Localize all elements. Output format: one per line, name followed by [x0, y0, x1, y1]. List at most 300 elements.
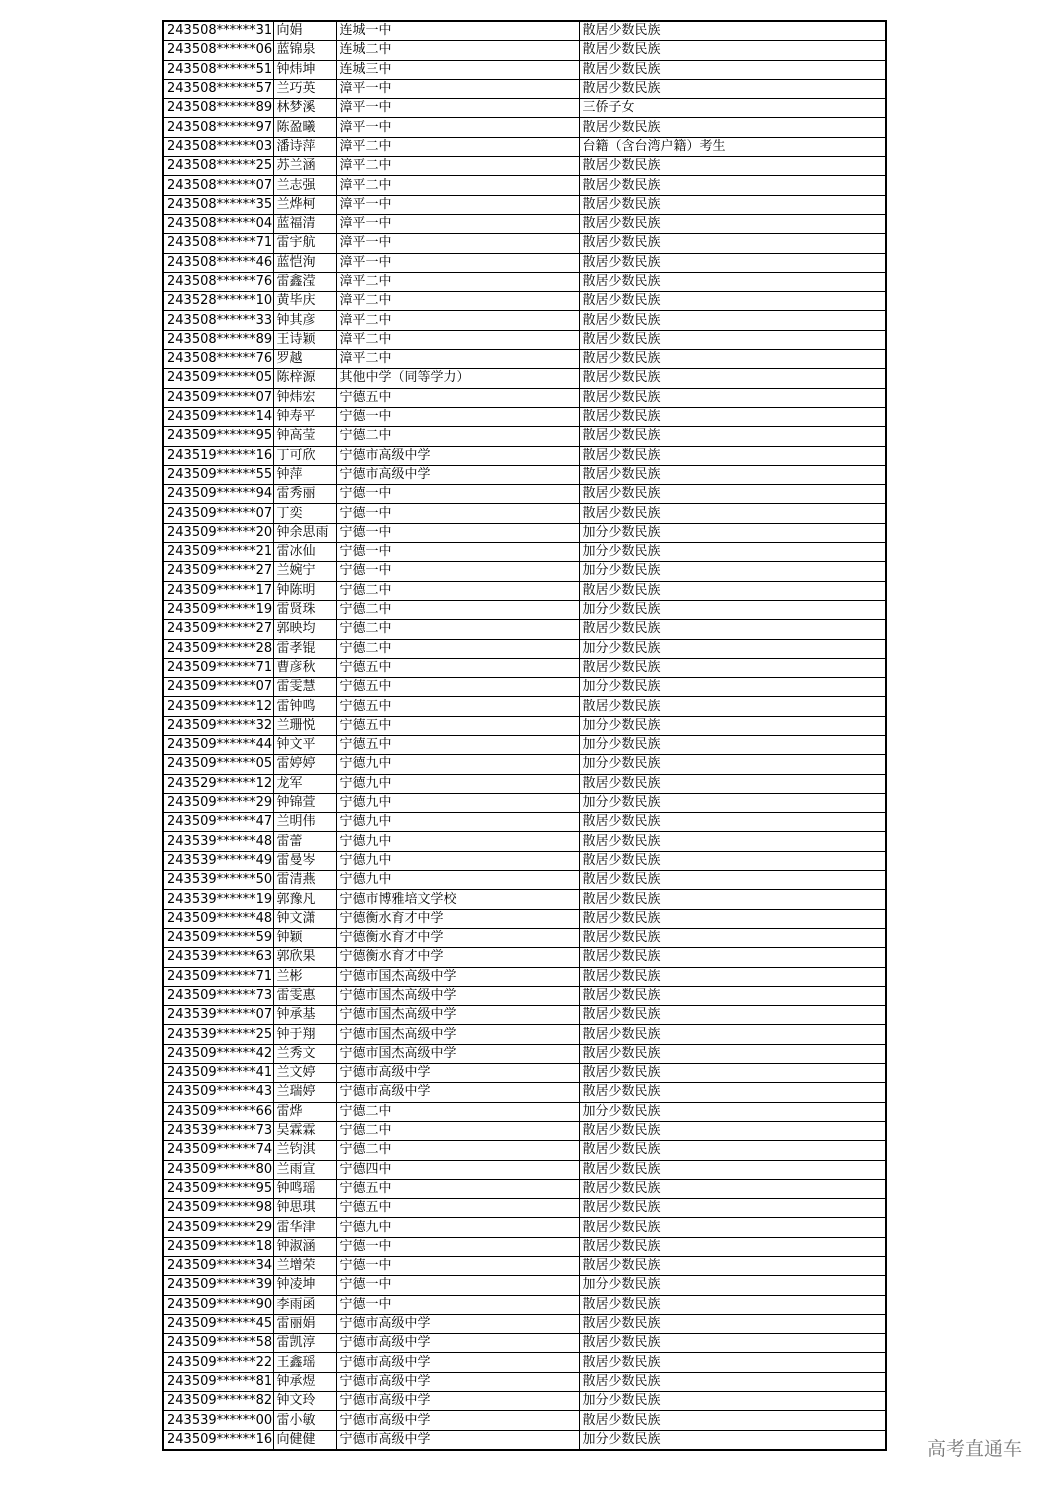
- candidate-table-body: [163, 21, 886, 1450]
- candidate-id-cell: 243509******34: [163, 1257, 273, 1276]
- school-cell: 宁德市国杰高级中学: [336, 967, 579, 986]
- table-row: [163, 1314, 886, 1333]
- category-cell: 散居少数民族: [579, 176, 886, 195]
- table-row: [163, 21, 886, 41]
- candidate-id-cell: 243509******27: [163, 562, 273, 581]
- school-cell: 宁德一中: [336, 543, 579, 562]
- candidate-name-cell: 钟于翔: [273, 1025, 336, 1044]
- table-row: [163, 214, 886, 233]
- school-cell: 宁德二中: [336, 1102, 579, 1121]
- school-cell: 漳平一中: [336, 234, 579, 253]
- school-cell: 连城一中: [336, 21, 579, 41]
- candidate-id-cell: 243509******20: [163, 523, 273, 542]
- candidate-name-cell: 钟淑涵: [273, 1237, 336, 1256]
- candidate-name-cell: 雷小敏: [273, 1411, 336, 1430]
- candidate-id-cell: 243509******12: [163, 697, 273, 716]
- table-row: [163, 1372, 886, 1391]
- school-cell: 宁德市高级中学: [336, 1392, 579, 1411]
- table-row: [163, 948, 886, 967]
- candidate-name-cell: 林梦溪: [273, 99, 336, 118]
- candidate-id-cell: 243508******03: [163, 137, 273, 156]
- school-cell: 漳平一中: [336, 253, 579, 272]
- table-row: [163, 581, 886, 600]
- table-row: [163, 1064, 886, 1083]
- candidate-name-cell: 兰烨柯: [273, 195, 336, 214]
- school-cell: 宁德九中: [336, 755, 579, 774]
- table-row: [163, 118, 886, 137]
- candidate-name-cell: 兰明伟: [273, 813, 336, 832]
- candidate-id-cell: 243508******33: [163, 311, 273, 330]
- candidate-name-cell: 蓝锦泉: [273, 41, 336, 60]
- candidate-name-cell: 雷华津: [273, 1218, 336, 1237]
- candidate-name-cell: 雷凯淳: [273, 1334, 336, 1353]
- school-cell: 宁德市博雅培文学校: [336, 890, 579, 909]
- category-cell: 散居少数民族: [579, 1083, 886, 1102]
- candidate-id-cell: 243509******80: [163, 1160, 273, 1179]
- school-cell: 宁德一中: [336, 407, 579, 426]
- category-cell: 散居少数民族: [579, 928, 886, 947]
- table-row: [163, 986, 886, 1005]
- candidate-name-cell: 雷清燕: [273, 871, 336, 890]
- candidate-id-cell: 243508******07: [163, 176, 273, 195]
- table-row: [163, 871, 886, 890]
- table-row: [163, 234, 886, 253]
- table-row: [163, 446, 886, 465]
- table-row: [163, 485, 886, 504]
- school-cell: 宁德一中: [336, 523, 579, 542]
- category-cell: 散居少数民族: [579, 292, 886, 311]
- table-row: [163, 639, 886, 658]
- candidate-id-cell: 243509******42: [163, 1044, 273, 1063]
- table-row: [163, 79, 886, 98]
- candidate-name-cell: 钟炜宏: [273, 388, 336, 407]
- candidate-name-cell: 钟文潇: [273, 909, 336, 928]
- school-cell: 宁德五中: [336, 735, 579, 754]
- table-row: [163, 658, 886, 677]
- category-cell: 散居少数民族: [579, 272, 886, 291]
- school-cell: 宁德五中: [336, 678, 579, 697]
- category-cell: 散居少数民族: [579, 1295, 886, 1314]
- candidate-id-cell: 243509******73: [163, 986, 273, 1005]
- school-cell: 连城三中: [336, 60, 579, 79]
- candidate-name-cell: 雷贤珠: [273, 600, 336, 619]
- candidate-id-cell: 243509******28: [163, 639, 273, 658]
- candidate-name-cell: 陈盈曦: [273, 118, 336, 137]
- table-row: [163, 1392, 886, 1411]
- table-row: [163, 620, 886, 639]
- candidate-name-cell: 钟陈明: [273, 581, 336, 600]
- category-cell: 散居少数民族: [579, 1141, 886, 1160]
- candidate-name-cell: 钟承煜: [273, 1372, 336, 1391]
- school-cell: 宁德九中: [336, 832, 579, 851]
- candidate-name-cell: 钟高莹: [273, 427, 336, 446]
- category-cell: 加分少数民族: [579, 716, 886, 735]
- candidate-id-cell: 243509******32: [163, 716, 273, 735]
- candidate-name-cell: 兰志强: [273, 176, 336, 195]
- table-row: [163, 793, 886, 812]
- table-row: [163, 697, 886, 716]
- school-cell: 宁德市高级中学: [336, 1372, 579, 1391]
- candidate-table: [162, 20, 887, 1451]
- candidate-name-cell: 兰增荣: [273, 1257, 336, 1276]
- category-cell: 加分少数民族: [579, 562, 886, 581]
- school-cell: 宁德五中: [336, 697, 579, 716]
- table-row: [163, 504, 886, 523]
- category-cell: 散居少数民族: [579, 851, 886, 870]
- table-row: [163, 407, 886, 426]
- candidate-id-cell: 243508******35: [163, 195, 273, 214]
- table-row: [163, 716, 886, 735]
- table-row: [163, 1044, 886, 1063]
- candidate-id-cell: 243508******46: [163, 253, 273, 272]
- watermark-text: 高考直通车: [926, 1438, 1022, 1460]
- candidate-name-cell: 雷秀丽: [273, 485, 336, 504]
- table-row: [163, 311, 886, 330]
- category-cell: 加分少数民族: [579, 600, 886, 619]
- category-cell: 散居少数民族: [579, 948, 886, 967]
- table-row: [163, 774, 886, 793]
- category-cell: 散居少数民族: [579, 427, 886, 446]
- candidate-id-cell: 243508******25: [163, 157, 273, 176]
- school-cell: 漳平二中: [336, 272, 579, 291]
- candidate-id-cell: 243539******25: [163, 1025, 273, 1044]
- table-row: [163, 1295, 886, 1314]
- candidate-id-cell: 243509******39: [163, 1276, 273, 1295]
- candidate-name-cell: 雷雯惠: [273, 986, 336, 1005]
- candidate-name-cell: 雷钟鸣: [273, 697, 336, 716]
- candidate-id-cell: 243509******66: [163, 1102, 273, 1121]
- candidate-id-cell: 243508******57: [163, 79, 273, 98]
- candidate-id-cell: 243528******10: [163, 292, 273, 311]
- category-cell: 加分少数民族: [579, 1276, 886, 1295]
- school-cell: 漳平二中: [336, 292, 579, 311]
- candidate-id-cell: 243509******17: [163, 581, 273, 600]
- candidate-name-cell: 丁可欣: [273, 446, 336, 465]
- school-cell: 漳平一中: [336, 99, 579, 118]
- table-row: [163, 909, 886, 928]
- candidate-id-cell: 243539******00: [163, 1411, 273, 1430]
- candidate-name-cell: 苏兰涵: [273, 157, 336, 176]
- category-cell: 散居少数民族: [579, 253, 886, 272]
- category-cell: 散居少数民族: [579, 311, 886, 330]
- candidate-name-cell: 钟文玲: [273, 1392, 336, 1411]
- candidate-id-cell: 243509******07: [163, 388, 273, 407]
- school-cell: 宁德市国杰高级中学: [336, 986, 579, 1005]
- candidate-id-cell: 243509******44: [163, 735, 273, 754]
- category-cell: 散居少数民族: [579, 697, 886, 716]
- category-cell: 散居少数民族: [579, 1064, 886, 1083]
- table-row: [163, 1160, 886, 1179]
- candidate-name-cell: 李雨函: [273, 1295, 336, 1314]
- candidate-name-cell: 雷婷婷: [273, 755, 336, 774]
- candidate-id-cell: 243509******55: [163, 465, 273, 484]
- candidate-name-cell: 钟余思雨: [273, 523, 336, 542]
- school-cell: 宁德一中: [336, 562, 579, 581]
- candidate-name-cell: 蓝恺洵: [273, 253, 336, 272]
- category-cell: 散居少数民族: [579, 1257, 886, 1276]
- school-cell: 漳平一中: [336, 214, 579, 233]
- candidate-id-cell: 243509******18: [163, 1237, 273, 1256]
- school-cell: 宁德市高级中学: [336, 1430, 579, 1450]
- category-cell: 散居少数民族: [579, 620, 886, 639]
- candidate-name-cell: 龙军: [273, 774, 336, 793]
- category-cell: 三侨子女: [579, 99, 886, 118]
- category-cell: 散居少数民族: [579, 446, 886, 465]
- category-cell: 散居少数民族: [579, 774, 886, 793]
- category-cell: 加分少数民族: [579, 755, 886, 774]
- table-row: [163, 967, 886, 986]
- candidate-id-cell: 243519******16: [163, 446, 273, 465]
- school-cell: 宁德九中: [336, 851, 579, 870]
- school-cell: 宁德衡水育才中学: [336, 948, 579, 967]
- candidate-name-cell: 曹彦秋: [273, 658, 336, 677]
- table-row: [163, 253, 886, 272]
- candidate-name-cell: 郭豫凡: [273, 890, 336, 909]
- candidate-id-cell: 243509******48: [163, 909, 273, 928]
- candidate-name-cell: 兰珊悦: [273, 716, 336, 735]
- category-cell: 散居少数民族: [579, 41, 886, 60]
- table-row: [163, 543, 886, 562]
- category-cell: 散居少数民族: [579, 986, 886, 1005]
- table-row: [163, 1218, 886, 1237]
- category-cell: 散居少数民族: [579, 465, 886, 484]
- candidate-id-cell: 243509******14: [163, 407, 273, 426]
- category-cell: 加分少数民族: [579, 543, 886, 562]
- table-row: [163, 157, 886, 176]
- category-cell: 散居少数民族: [579, 504, 886, 523]
- candidate-name-cell: 钟凌坤: [273, 1276, 336, 1295]
- category-cell: 散居少数民族: [579, 388, 886, 407]
- school-cell: 漳平二中: [336, 157, 579, 176]
- school-cell: 宁德一中: [336, 485, 579, 504]
- school-cell: 宁德二中: [336, 600, 579, 619]
- table-row: [163, 330, 886, 349]
- table-row: [163, 1121, 886, 1140]
- table-row: [163, 1025, 886, 1044]
- table-row: [163, 99, 886, 118]
- category-cell: 散居少数民族: [579, 890, 886, 909]
- candidate-id-cell: 243509******45: [163, 1314, 273, 1333]
- category-cell: 台籍（含台湾户籍）考生: [579, 137, 886, 156]
- school-cell: 宁德二中: [336, 1121, 579, 1140]
- category-cell: 散居少数民族: [579, 157, 886, 176]
- candidate-id-cell: 243509******29: [163, 1218, 273, 1237]
- school-cell: 漳平二中: [336, 176, 579, 195]
- candidate-id-cell: 243509******21: [163, 543, 273, 562]
- category-cell: 散居少数民族: [579, 369, 886, 388]
- table-row: [163, 678, 886, 697]
- category-cell: 散居少数民族: [579, 1334, 886, 1353]
- candidate-name-cell: 黄毕庆: [273, 292, 336, 311]
- candidate-name-cell: 王鑫瑶: [273, 1353, 336, 1372]
- category-cell: 散居少数民族: [579, 1160, 886, 1179]
- school-cell: 漳平一中: [336, 118, 579, 137]
- school-cell: 宁德五中: [336, 658, 579, 677]
- school-cell: 宁德五中: [336, 716, 579, 735]
- candidate-id-cell: 243539******50: [163, 871, 273, 890]
- table-row: [163, 137, 886, 156]
- school-cell: 宁德二中: [336, 639, 579, 658]
- candidate-name-cell: 兰瑞婷: [273, 1083, 336, 1102]
- table-row: [163, 369, 886, 388]
- table-row: [163, 41, 886, 60]
- candidate-id-cell: 243508******04: [163, 214, 273, 233]
- school-cell: 宁德市高级中学: [336, 465, 579, 484]
- school-cell: 宁德九中: [336, 774, 579, 793]
- school-cell: 宁德市高级中学: [336, 1064, 579, 1083]
- school-cell: 宁德市高级中学: [336, 1314, 579, 1333]
- candidate-id-cell: 243509******22: [163, 1353, 273, 1372]
- candidate-id-cell: 243508******76: [163, 350, 273, 369]
- candidate-id-cell: 243509******07: [163, 678, 273, 697]
- category-cell: 散居少数民族: [579, 1218, 886, 1237]
- school-cell: 宁德市国杰高级中学: [336, 1044, 579, 1063]
- candidate-id-cell: 243508******06: [163, 41, 273, 60]
- table-row: [163, 735, 886, 754]
- table-row: [163, 427, 886, 446]
- school-cell: 宁德九中: [336, 793, 579, 812]
- school-cell: 宁德一中: [336, 1295, 579, 1314]
- candidate-name-cell: 雷雯慧: [273, 678, 336, 697]
- school-cell: 其他中学（同等学力）: [336, 369, 579, 388]
- candidate-id-cell: 243508******51: [163, 60, 273, 79]
- candidate-id-cell: 243509******95: [163, 1179, 273, 1198]
- candidate-name-cell: 雷蕾: [273, 832, 336, 851]
- candidate-id-cell: 243509******19: [163, 600, 273, 619]
- candidate-id-cell: 243509******95: [163, 427, 273, 446]
- school-cell: 宁德市高级中学: [336, 1334, 579, 1353]
- table-row: [163, 1179, 886, 1198]
- candidate-id-cell: 243509******94: [163, 485, 273, 504]
- candidate-id-cell: 243509******47: [163, 813, 273, 832]
- candidate-id-cell: 243539******48: [163, 832, 273, 851]
- candidate-id-cell: 243509******74: [163, 1141, 273, 1160]
- school-cell: 漳平二中: [336, 330, 579, 349]
- table-row: [163, 562, 886, 581]
- candidate-id-cell: 243509******81: [163, 1372, 273, 1391]
- candidate-id-cell: 243539******19: [163, 890, 273, 909]
- candidate-name-cell: 王诗颖: [273, 330, 336, 349]
- candidate-name-cell: 雷鑫滢: [273, 272, 336, 291]
- candidate-name-cell: 向娟: [273, 21, 336, 41]
- candidate-name-cell: 雷丽娟: [273, 1314, 336, 1333]
- table-row: [163, 350, 886, 369]
- candidate-id-cell: 243539******63: [163, 948, 273, 967]
- candidate-id-cell: 243509******58: [163, 1334, 273, 1353]
- category-cell: 散居少数民族: [579, 485, 886, 504]
- table-row: [163, 195, 886, 214]
- school-cell: 漳平二中: [336, 350, 579, 369]
- category-cell: 散居少数民族: [579, 1121, 886, 1140]
- candidate-name-cell: 钟萍: [273, 465, 336, 484]
- table-row: [163, 1257, 886, 1276]
- candidate-id-cell: 243539******49: [163, 851, 273, 870]
- school-cell: 宁德五中: [336, 388, 579, 407]
- school-cell: 宁德市高级中学: [336, 1411, 579, 1430]
- table-row: [163, 1430, 886, 1450]
- category-cell: 散居少数民族: [579, 21, 886, 41]
- candidate-id-cell: 243508******71: [163, 234, 273, 253]
- category-cell: 散居少数民族: [579, 813, 886, 832]
- category-cell: 散居少数民族: [579, 79, 886, 98]
- category-cell: 散居少数民族: [579, 832, 886, 851]
- category-cell: 散居少数民族: [579, 60, 886, 79]
- category-cell: 加分少数民族: [579, 735, 886, 754]
- table-row: [163, 832, 886, 851]
- table-row: [163, 176, 886, 195]
- candidate-id-cell: 243509******90: [163, 1295, 273, 1314]
- table-row: [163, 1334, 886, 1353]
- candidate-id-cell: 243509******98: [163, 1199, 273, 1218]
- school-cell: 宁德二中: [336, 581, 579, 600]
- table-row: [163, 1006, 886, 1025]
- candidate-id-cell: 243509******71: [163, 658, 273, 677]
- school-cell: 宁德一中: [336, 1237, 579, 1256]
- candidate-name-cell: 兰巧英: [273, 79, 336, 98]
- table-row: [163, 1237, 886, 1256]
- school-cell: 漳平二中: [336, 311, 579, 330]
- school-cell: 连城二中: [336, 41, 579, 60]
- candidate-id-cell: 243509******41: [163, 1064, 273, 1083]
- category-cell: 散居少数民族: [579, 1372, 886, 1391]
- table-row: [163, 272, 886, 291]
- category-cell: 散居少数民族: [579, 1237, 886, 1256]
- school-cell: 宁德市高级中学: [336, 1083, 579, 1102]
- candidate-id-cell: 243508******31: [163, 21, 273, 41]
- school-cell: 漳平一中: [336, 79, 579, 98]
- school-cell: 宁德四中: [336, 1160, 579, 1179]
- table-row: [163, 600, 886, 619]
- table-row: [163, 60, 886, 79]
- school-cell: 宁德五中: [336, 1199, 579, 1218]
- candidate-id-cell: 243508******76: [163, 272, 273, 291]
- category-cell: 散居少数民族: [579, 871, 886, 890]
- category-cell: 散居少数民族: [579, 350, 886, 369]
- category-cell: 散居少数民族: [579, 909, 886, 928]
- candidate-name-cell: 钟其彦: [273, 311, 336, 330]
- category-cell: 加分少数民族: [579, 678, 886, 697]
- candidate-name-cell: 兰钧淇: [273, 1141, 336, 1160]
- category-cell: 散居少数民族: [579, 118, 886, 137]
- school-cell: 宁德二中: [336, 620, 579, 639]
- candidate-id-cell: 243509******05: [163, 755, 273, 774]
- school-cell: 宁德九中: [336, 871, 579, 890]
- candidate-name-cell: 吴霖霖: [273, 1121, 336, 1140]
- table-row: [163, 755, 886, 774]
- table-row: [163, 1199, 886, 1218]
- candidate-name-cell: 兰雨宣: [273, 1160, 336, 1179]
- candidate-name-cell: 钟寿平: [273, 407, 336, 426]
- table-row: [163, 465, 886, 484]
- school-cell: 宁德九中: [336, 813, 579, 832]
- candidate-id-cell: 243509******29: [163, 793, 273, 812]
- school-cell: 宁德衡水育才中学: [336, 909, 579, 928]
- table-row: [163, 851, 886, 870]
- category-cell: 散居少数民族: [579, 1314, 886, 1333]
- category-cell: 散居少数民族: [579, 1179, 886, 1198]
- candidate-name-cell: 雷烨: [273, 1102, 336, 1121]
- candidate-name-cell: 钟炜坤: [273, 60, 336, 79]
- candidate-name-cell: 陈梓源: [273, 369, 336, 388]
- school-cell: 漳平一中: [336, 195, 579, 214]
- table-row: [163, 1102, 886, 1121]
- table-row: [163, 890, 886, 909]
- school-cell: 宁德一中: [336, 504, 579, 523]
- school-cell: 宁德市国杰高级中学: [336, 1025, 579, 1044]
- table-row: [163, 523, 886, 542]
- candidate-name-cell: 郭映均: [273, 620, 336, 639]
- category-cell: 散居少数民族: [579, 1044, 886, 1063]
